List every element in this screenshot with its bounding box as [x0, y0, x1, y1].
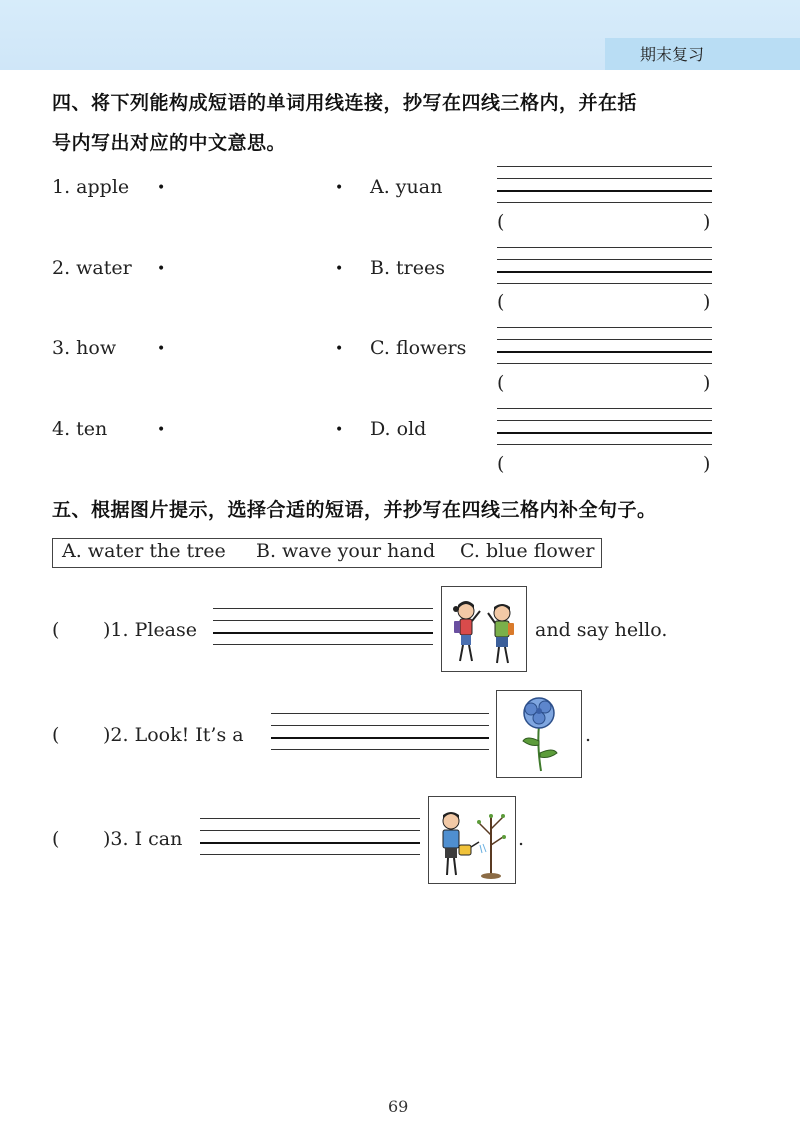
option-a: A. water the tree: [62, 540, 226, 562]
q3-sentence-end: .: [518, 828, 525, 850]
right-word-b: B. trees: [370, 257, 445, 279]
answer-paren-close-1: ): [703, 211, 711, 233]
right-word-d: D. old: [370, 418, 427, 440]
option-b: B. wave your hand: [256, 540, 436, 562]
answer-paren-open-2: (: [497, 291, 505, 313]
q1-label: )1. Please: [103, 619, 198, 641]
chinese-answer-blank-3[interactable]: [512, 372, 697, 396]
left-word-2: 2. water: [52, 257, 132, 279]
four-line-grid-1[interactable]: [497, 166, 712, 202]
q2-sentence-end: .: [585, 724, 592, 746]
children-waving-icon: [442, 587, 526, 671]
answer-paren-close-4: ): [703, 453, 711, 475]
left-word-4: 4. ten: [52, 418, 108, 440]
left-word-1: 1. apple: [52, 176, 130, 198]
left-word-3: 3. how: [52, 337, 117, 359]
q2-four-line-grid[interactable]: [271, 713, 489, 749]
q2-paren-open: (: [52, 724, 60, 746]
right-match-dot-4[interactable]: •: [335, 422, 344, 438]
blue-flower-picture: [496, 690, 582, 778]
right-match-dot-2[interactable]: •: [335, 261, 344, 277]
right-word-a: A. yuan: [370, 176, 443, 198]
section4-title-line2: 号内写出对应的中文意思。: [52, 132, 287, 154]
four-line-grid-4[interactable]: [497, 408, 712, 444]
answer-paren-open-3: (: [497, 372, 505, 394]
watering-tree-icon: [429, 797, 515, 883]
left-match-dot-4[interactable]: •: [157, 422, 166, 438]
q3-four-line-grid[interactable]: [200, 818, 420, 854]
answer-paren-open-1: (: [497, 211, 505, 233]
chinese-answer-blank-2[interactable]: [512, 291, 697, 315]
children-waving-picture: [441, 586, 527, 672]
four-line-grid-3[interactable]: [497, 327, 712, 363]
left-match-dot-3[interactable]: •: [157, 341, 166, 357]
q1-choice-blank[interactable]: [66, 617, 98, 643]
four-line-grid-2[interactable]: [497, 247, 712, 283]
q3-label: )3. I can: [103, 828, 183, 850]
q1-four-line-grid[interactable]: [213, 608, 433, 644]
left-match-dot-1[interactable]: •: [157, 180, 166, 196]
answer-paren-close-2: ): [703, 291, 711, 313]
q2-choice-blank[interactable]: [66, 722, 98, 748]
q3-choice-blank[interactable]: [66, 826, 98, 852]
chinese-answer-blank-4[interactable]: [512, 453, 697, 477]
answer-paren-close-3: ): [703, 372, 711, 394]
section4-title-line1: 四、将下列能构成短语的单词用线连接，抄写在四线三格内，并在括: [52, 92, 638, 114]
right-match-dot-3[interactable]: •: [335, 341, 344, 357]
section5-title: 五、根据图片提示，选择合适的短语，并抄写在四线三格内补全句子。: [52, 499, 657, 521]
left-match-dot-2[interactable]: •: [157, 261, 166, 277]
answer-paren-open-4: (: [497, 453, 505, 475]
q3-paren-open: (: [52, 828, 60, 850]
chinese-answer-blank-1[interactable]: [512, 211, 697, 235]
q1-paren-open: (: [52, 619, 60, 641]
right-match-dot-1[interactable]: •: [335, 180, 344, 196]
watering-tree-picture: [428, 796, 516, 884]
q2-label: )2. Look! It’s a: [103, 724, 244, 746]
right-word-c: C. flowers: [370, 337, 467, 359]
option-c: C. blue flower: [460, 540, 595, 562]
page-number: 69: [388, 1097, 409, 1116]
blue-flower-icon: [497, 691, 581, 777]
chapter-label: 期末复习: [640, 45, 705, 64]
q1-sentence-end: and say hello.: [535, 619, 668, 641]
